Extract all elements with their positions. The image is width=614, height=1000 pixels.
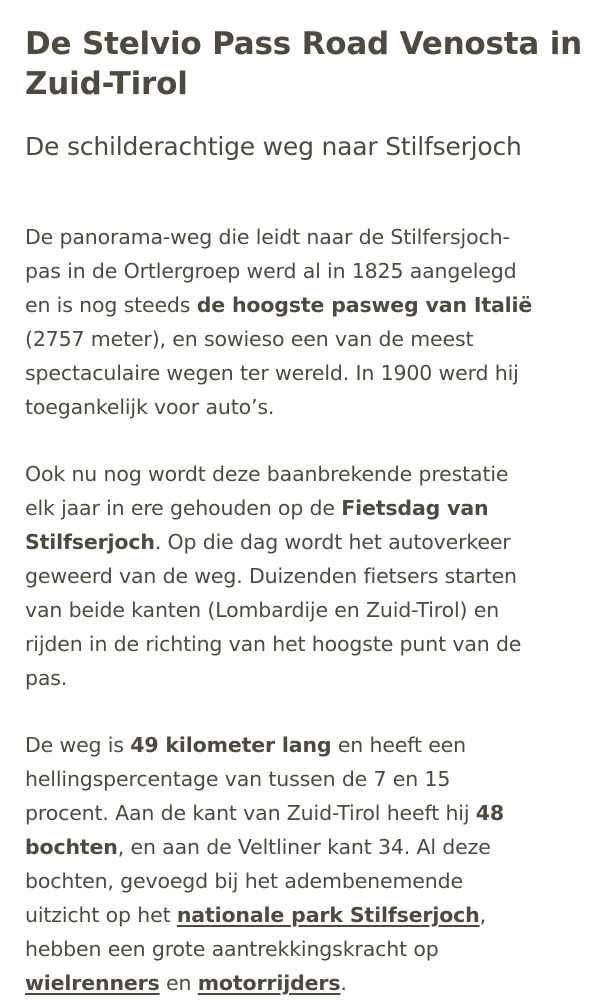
text-run: en is nog steeds (25, 293, 197, 317)
paragraph-line (25, 796, 600, 830)
page-subtitle: De schilderachtige weg naar Stilfserjoch (25, 132, 522, 161)
paragraph-line (25, 830, 600, 864)
paragraph-line: hellingspercentage van tussen de 7 en 15 (25, 767, 451, 791)
highlight-bends-count: 48 (475, 801, 504, 825)
paragraph-line: bochten, gevoegd bij het adembenemende (25, 869, 463, 893)
paragraph-line (25, 898, 600, 932)
link-cyclists[interactable]: wielrenners (25, 971, 160, 995)
text-run: , en aan de Veltliner kant 34. Al deze (117, 835, 491, 859)
paragraph-line: Ook nu nog wordt deze baanbrekende prestatie (25, 462, 509, 486)
paragraph-line: spectaculaire wegen ter wereld. In 1900 werd hij (25, 361, 519, 385)
text-run: en (159, 971, 198, 995)
highlight-highest-pass: de hoogste pasweg van Italië (196, 293, 533, 317)
paragraph-history (25, 220, 600, 424)
paragraph-line: De panorama-weg die leidt naar de Stilfersjoch- (25, 225, 510, 249)
paragraph-line: (2757 meter), en sowieso een van de meest (25, 327, 474, 351)
text-run: procent. Aan de kant van Zuid-Tirol heeft hij (25, 801, 476, 825)
text-run: . (340, 971, 347, 995)
paragraph-line (25, 491, 600, 525)
text-run: . Op die dag wordt het autoverkeer (154, 530, 511, 554)
paragraph-bike-day (25, 457, 600, 695)
text-run: en heeft een (331, 733, 466, 757)
text-run: elk jaar in ere gehouden op de (25, 496, 342, 520)
paragraph-line: pas in de Ortlergroep werd al in 1825 aangelegd (25, 259, 517, 283)
paragraph-line: geweerd van de weg. Duizenden fietsers starten (25, 564, 517, 588)
text-run: uitzicht op het (25, 903, 177, 927)
page-title (25, 24, 595, 104)
paragraph-line: toegankelijk voor auto’s. (25, 395, 275, 419)
highlight-bike-day-part1: Fietsdag van (341, 496, 489, 520)
paragraph-line: van beide kanten (Lombardije en Zuid-Tirol) en (25, 598, 500, 622)
text-run: De weg is (25, 733, 131, 757)
paragraph-line (25, 525, 600, 559)
page-title-line-1: De Stelvio Pass Road Venosta in (25, 26, 583, 62)
paragraph-line (25, 288, 600, 322)
paragraph-line (25, 728, 600, 762)
paragraph-line: pas. (25, 666, 68, 690)
highlight-bends-word: bochten (25, 835, 118, 859)
paragraph-line: rijden in de richting van het hoogste punt van de (25, 632, 522, 656)
paragraph-line (25, 966, 600, 1000)
link-national-park[interactable]: nationale park Stilfserjoch (176, 903, 480, 927)
paragraph-road-facts (25, 728, 600, 1000)
page-title-line-2: Zuid-Tirol (25, 66, 188, 102)
highlight-bike-day-part2: Stilfserjoch (25, 530, 155, 554)
paragraph-line: hebben een grote aantrekkingskracht op (25, 937, 439, 961)
link-motorcyclists[interactable]: motorrijders (197, 971, 341, 995)
highlight-length: 49 kilometer lang (130, 733, 332, 757)
text-run: , (479, 903, 486, 927)
